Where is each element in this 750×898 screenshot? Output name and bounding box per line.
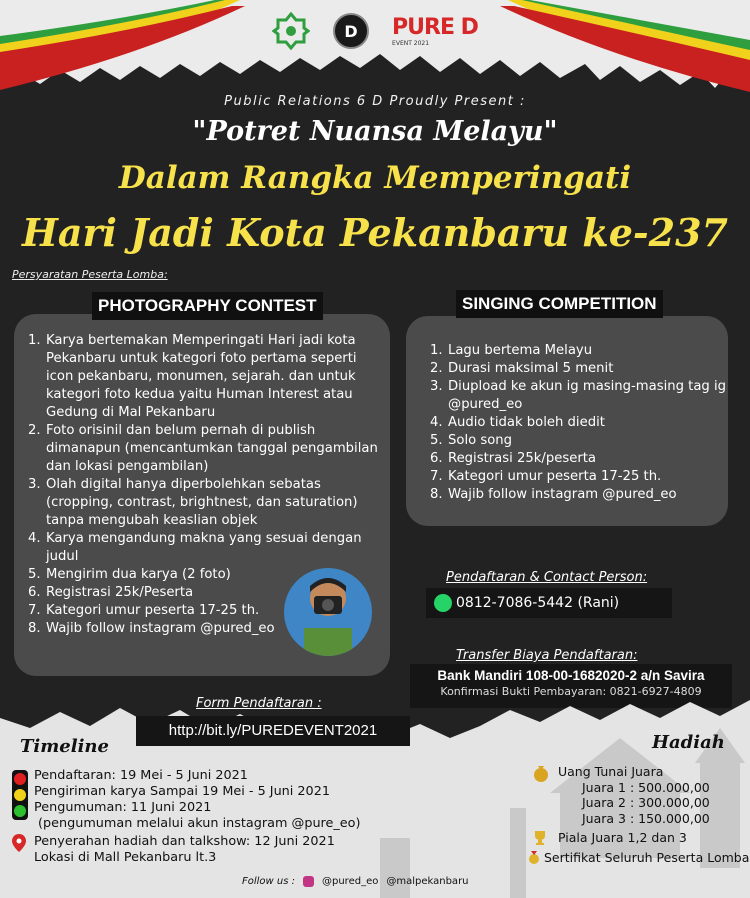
singing-requirement-item-number: 2. [430,361,443,376]
photography-requirement-item-number: 1. [28,333,41,348]
singing-requirement-item [430,468,730,486]
singing-requirement-item-text: Diupload ke akun ig masing-masing tag ig @pured_eo [448,379,727,412]
event-headline: Hari Jadi Kota Pekanbaru ke-237 [22,210,728,255]
mall-pekanbaru-logo [272,12,310,50]
singing-requirement-item [430,450,730,468]
timeline-item: (pengumuman melalui akun instagram @pure_eo) [38,816,361,831]
singing-requirement-item [430,378,730,414]
singing-requirements [430,342,730,504]
instagram-handle[interactable]: @pured_eo [322,876,379,887]
follow-label: Follow us : [242,876,295,887]
event-title: "Potret Nuansa Melayu" [192,116,558,147]
pure-d-logo-sub: EVENT 2021 [392,40,430,47]
form-link[interactable]: http://bit.ly/PUREDEVENT2021 [136,716,410,746]
prize-trophy: Piala Juara 1,2 dan 3 [530,830,750,846]
photography-requirement-item-text: Registrasi 25k/Peserta [46,585,194,600]
contact-label: Pendaftaran & Contact Person: [446,570,648,585]
photography-requirement-item-number: 6. [28,585,41,600]
timeline-item: Lokasi di Mall Pekanbaru lt.3 [34,850,217,865]
photographer-illustration [284,568,372,656]
follow-us [242,876,469,887]
prize-list [530,764,750,865]
prize-cash: Uang Tunai Juara [530,764,750,780]
singing-requirement-item [430,360,730,378]
singing-requirement-item-number: 5. [430,433,443,448]
photography-requirement-item-text: Olah digital hanya diperbolehkan sebatas (cropping, contrast, brightnest, dan saturation) tanpa mengubah keaslian objek [46,477,358,528]
singing-requirement-item-text: Lagu bertema Melayu [448,343,593,358]
timeline-item: Pengumuman: 11 Juni 2021 [34,800,212,815]
prize-second: Juara 2 : 300.000,00 [582,795,710,810]
prize-first: Juara 1 : 500.000,00 [582,779,710,795]
contact-phone: 0812-7086-5442 (Rani) [456,595,620,611]
timeline-list [12,768,392,866]
photography-requirement-item-number: 8. [28,621,41,636]
photography-title: PHOTOGRAPHY CONTEST [92,292,323,320]
prize-certificate: Sertifikat Seluruh Peserta Lomba [530,850,750,866]
photography-requirement-item [28,530,388,566]
singing-requirement-item-number: 8. [430,487,443,502]
singing-card [406,316,728,526]
photography-requirement-item-text: Wajib follow instagram @pured_eo [46,621,275,636]
instagram-icon [303,876,314,887]
timeline-item: Pengiriman karya Sampai 19 Mei - 5 Juni 2021 [34,784,330,799]
prize-third: Juara 3 : 150.000,00 [582,810,710,826]
pure-d-logo-text: PURE D [392,15,478,40]
photography-requirement-item-number: 3. [28,477,41,492]
payment-confirmation: Konfirmasi Bukti Pembayaran: 0821-6927-4809 [440,685,702,698]
singing-requirement-item-text: Registrasi 25k/peserta [448,451,596,466]
photography-requirement-item-number: 7. [28,603,41,618]
trophy-icon [532,830,548,846]
six-d-logo [332,12,370,50]
photography-requirement-item-text: Foto orisinil dan belum pernah di publish dimanapun (mencantumkan tanggal pengambilan dan lokasi pengambilan) [46,423,378,474]
singing-requirement-item [430,432,730,450]
singing-requirement-item [430,414,730,432]
singing-requirement-item-text: Wajib follow instagram @pured_eo [448,487,677,502]
photography-requirement-item-number: 2. [28,423,41,438]
photography-requirement-item [28,476,388,530]
timeline-item: Penyerahan hadiah dan talkshow: 12 Juni 2021 [12,834,392,850]
money-bag-icon [532,764,550,782]
photography-requirement-item-text: Karya bertemakan Memperingati Hari jadi kota Pekanbaru untuk kategori foto pertama seperti icon pekanbaru, monumen, sejarah. dan untuk kategori foto kedua yaitu Human Interest atau Gedung di Mal Pekanbaru [46,333,357,420]
singing-requirement-item-number: 1. [430,343,443,358]
photography-requirement-item [28,332,388,422]
singing-requirement-item [430,486,730,504]
photography-requirement-item-text: Karya mengandung makna yang sesuai dengan judul [46,531,362,564]
photography-requirement-item [28,422,388,476]
photography-requirement-item-number: 5. [28,567,41,582]
singing-requirement-item-text: Audio tidak boleh diedit [448,415,605,430]
medal-icon [526,850,542,866]
singing-requirement-item-number: 7. [430,469,443,484]
singing-requirement-item-text: Durasi maksimal 5 menit [448,361,614,376]
proudly-present: Public Relations 6 D Proudly Present : [224,94,526,109]
instagram-handle[interactable]: @malpekanbaru [386,876,469,887]
prize-heading: Hadiah [652,732,725,753]
pure-d-logo [392,12,478,50]
singing-title: SINGING COMPETITION [456,290,663,318]
timeline-item: Pendaftaran: 19 Mei - 5 Juni 2021 [34,768,248,783]
photography-requirement-item-number: 4. [28,531,41,546]
singing-requirement-item-number: 6. [430,451,443,466]
singing-requirement-item-number: 4. [430,415,443,430]
event-subtitle: Dalam Rangka Memperingati [118,160,632,196]
photography-requirement-item-text: Kategori umur peserta 17-25 th. [46,603,260,618]
photography-requirement-item-text: Mengirim dua karya (2 foto) [46,567,231,582]
singing-requirement-item [430,342,730,360]
form-label: Form Pendaftaran : [196,696,322,711]
logo-row [0,12,750,50]
timeline-heading: Timeline [20,736,109,757]
svg-text:D: D [344,22,358,41]
singing-requirement-item-number: 3. [430,379,443,394]
requirements-label: Persyaratan Peserta Lomba: [12,268,168,281]
whatsapp-icon [434,594,452,612]
bank-account: Bank Mandiri 108-00-1682020-2 a/n Savira [437,668,705,683]
singing-requirement-item-text: Solo song [448,433,513,448]
singing-requirement-item-text: Kategori umur peserta 17-25 th. [448,469,662,484]
transfer-label: Transfer Biaya Pendaftaran: [456,648,638,663]
contact-box[interactable] [426,588,672,618]
